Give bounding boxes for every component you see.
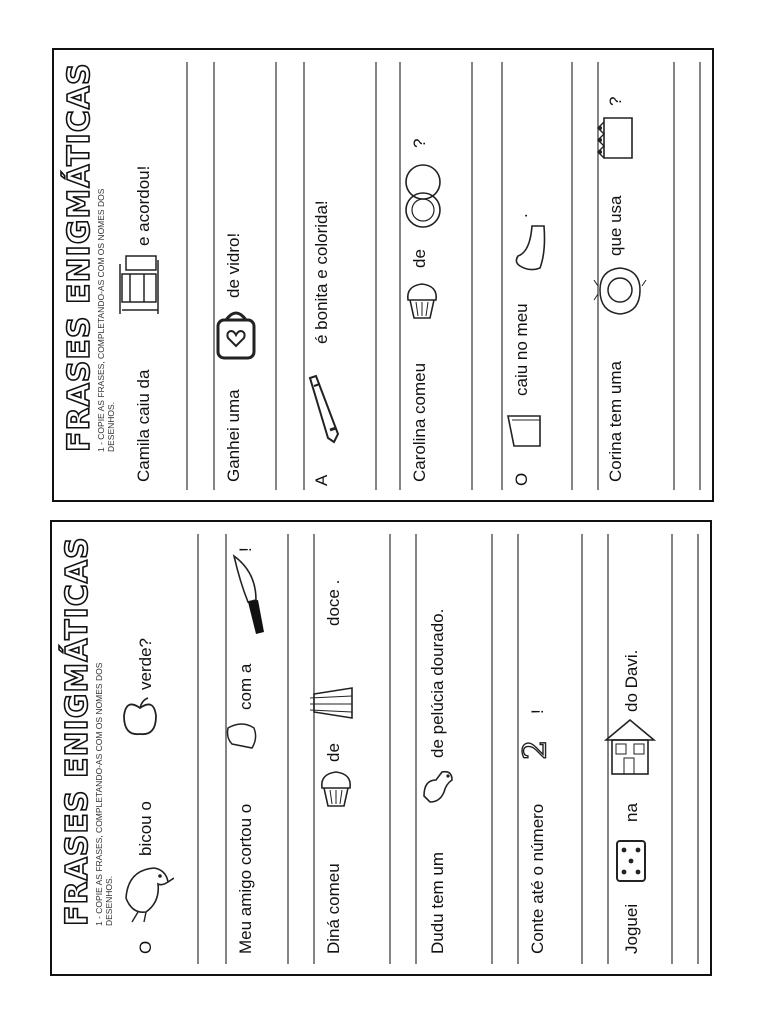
worksheet-title: FRASES ENIGMÁTICAS xyxy=(60,536,95,926)
cupcake-icon xyxy=(316,766,356,810)
dice-icon xyxy=(614,838,648,884)
sentence-3-start: Diná comeu xyxy=(324,863,343,954)
sentence-1-middle: bicou o xyxy=(136,801,155,856)
sentence-5-middle: caiu no meu xyxy=(512,303,531,396)
sentence-2-end: de vidro! xyxy=(224,232,243,298)
pen-icon xyxy=(302,372,346,446)
sentence-5-end: . xyxy=(512,213,531,218)
sentence-6-start: Joguei xyxy=(622,903,641,954)
sentence-4-end: ? xyxy=(410,138,429,148)
sentence-1-start: O xyxy=(136,940,155,954)
worksheet-title: FRASES ENIGMÁTICAS xyxy=(62,62,97,452)
fries-icon xyxy=(308,678,358,728)
sentence-2-start: Meu amigo cortou o xyxy=(236,803,255,954)
sentence-1-end: verde? xyxy=(136,638,155,690)
sentence-2-middle: com a xyxy=(236,663,255,710)
sentence-2-end: ! xyxy=(236,547,255,552)
sentence-3-start: A xyxy=(312,474,331,486)
number-two-icon: 2 xyxy=(516,739,554,760)
princess-icon xyxy=(592,260,648,320)
sentence-6-start: Corina tem uma xyxy=(606,361,625,482)
sentence-5-start: Conte até o número xyxy=(528,803,547,954)
sentence-4-start: Carolina comeu xyxy=(410,362,429,482)
sentence-6-middle: na xyxy=(622,803,641,822)
instruction-text-cont: DESENHOS. xyxy=(106,401,116,452)
sentence-3-middle: de xyxy=(324,743,343,762)
instruction-text: 1 - COPIE AS FRASES, COMPLETANDO-AS COM OS NOMES DOS xyxy=(96,188,106,452)
sentence-5-start: O xyxy=(512,472,531,486)
worksheet-top xyxy=(52,48,714,502)
crown-icon xyxy=(596,110,640,166)
finger-icon xyxy=(224,718,260,754)
sentence-4-start: Dudu tem um xyxy=(428,851,447,954)
instruction-text-cont: DESENHOS. xyxy=(104,875,114,926)
sentence-6-end: do Davi. xyxy=(622,649,641,712)
coconut-icon xyxy=(400,162,446,230)
sentence-6-end: ? xyxy=(606,96,625,106)
worksheet-bottom xyxy=(50,520,712,976)
mug-icon xyxy=(212,306,260,362)
apple-icon xyxy=(120,696,160,740)
sentence-3-end: doce . xyxy=(324,579,343,626)
instruction-text: 1 - COPIE AS FRASES, COMPLETANDO-AS COM OS NOMES DOS xyxy=(94,662,104,926)
sentence-5-end: ! xyxy=(528,709,547,714)
dinosaur-icon xyxy=(418,766,458,806)
bed-icon xyxy=(118,250,166,320)
sentence-1-end: e acordou! xyxy=(134,165,153,246)
sentence-2-start: Ganhei uma xyxy=(224,389,243,482)
sentence-1-start: Camila caiu da xyxy=(134,369,153,482)
foot-icon xyxy=(510,222,550,274)
sentence-4-end: de pelúcia dourado. xyxy=(428,608,447,758)
cupcake-icon xyxy=(402,278,442,322)
cup-icon xyxy=(504,410,544,452)
bird-icon xyxy=(118,858,174,924)
house-icon xyxy=(604,718,656,778)
knife-icon xyxy=(230,552,270,636)
sentence-6-middle: que usa xyxy=(606,195,625,256)
sentence-3-end: é bonita e colorida! xyxy=(312,200,331,344)
sentence-4-middle: de xyxy=(410,249,429,268)
